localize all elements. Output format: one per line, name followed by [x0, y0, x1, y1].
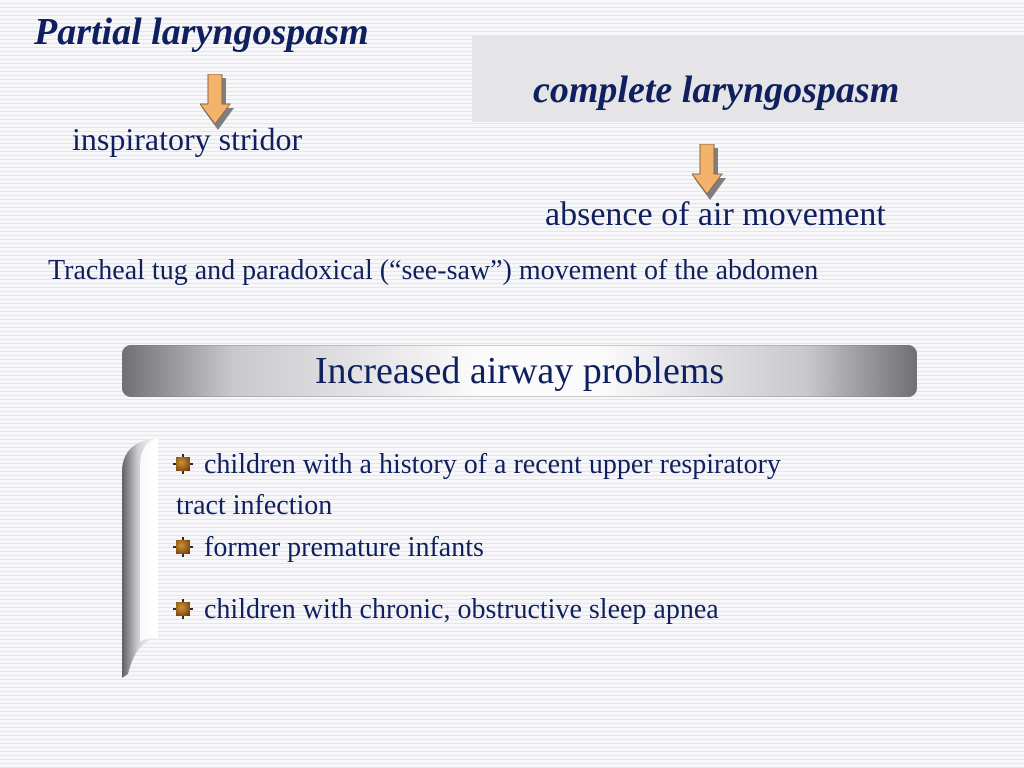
partial-laryngospasm-title: Partial laryngospasm — [34, 11, 369, 53]
square-bullet-icon — [176, 457, 190, 471]
list-item: former premature infants — [176, 532, 484, 564]
bracket-decoration — [118, 438, 162, 678]
list-item-continuation: tract infection — [176, 490, 333, 521]
list-item: children with chronic, obstructive sleep apnea — [176, 594, 719, 626]
inspiratory-stridor-text: inspiratory stridor — [72, 121, 303, 157]
absence-of-air-movement-text: absence of air movement — [545, 196, 886, 233]
square-bullet-icon — [176, 602, 190, 616]
square-bullet-icon — [176, 540, 190, 554]
list-item: children with a history of a recent upper respiratory — [176, 449, 781, 481]
down-arrow-icon — [692, 144, 726, 200]
complete-laryngospasm-title: complete laryngospasm — [533, 69, 900, 111]
airway-problems-heading: Increased airway problems — [314, 350, 725, 392]
tracheal-tug-text: Tracheal tug and paradoxical (“see-saw”) movement of the abdomen — [48, 255, 819, 286]
